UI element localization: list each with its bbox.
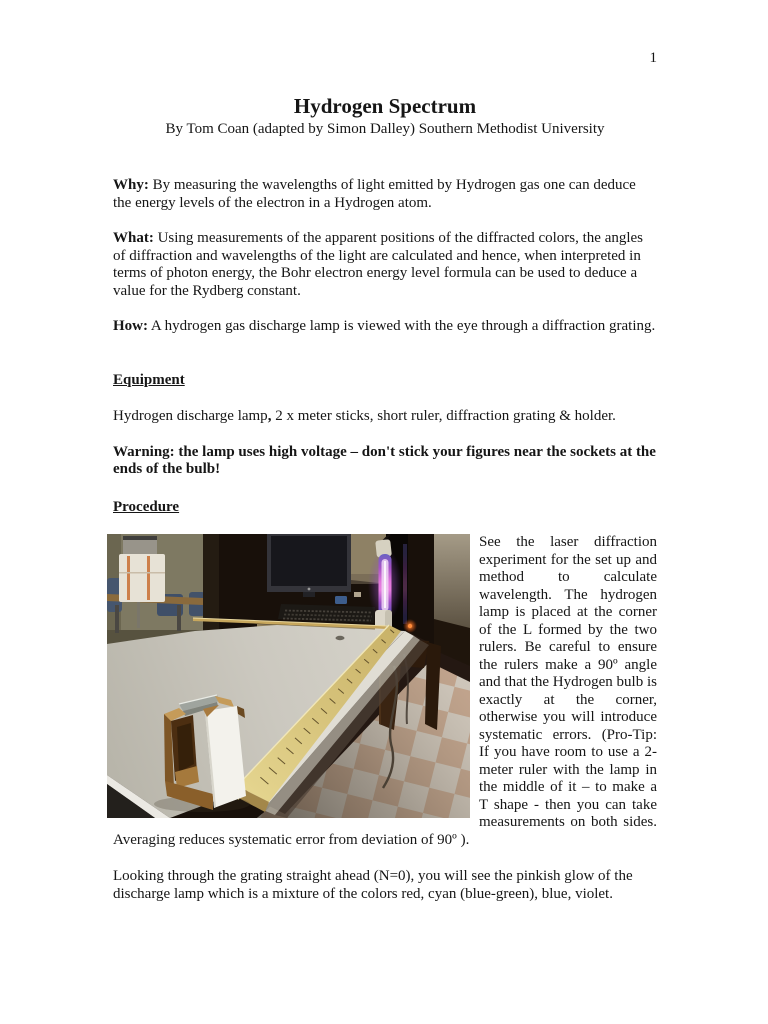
- page-number: 1: [649, 50, 657, 66]
- equipment-lead: Hydrogen discharge lamp: [113, 408, 268, 424]
- page-title: Hydrogen Spectrum: [293, 93, 477, 118]
- how-text: A hydrogen gas discharge lamp is viewed with the eye through a diffraction grating.: [148, 318, 656, 334]
- equipment-bold-comma: ,: [267, 408, 272, 424]
- small-clamp: [336, 636, 345, 640]
- what-text: Using measurements of the apparent positions of the diffracted colors, the angles of diffraction and wavelengths of the light are calculated and hence, when interpreted in terms of photon energy, the Bohr electron energy level formula can be used to deduce a value for the Rydberg constant.: [113, 230, 644, 299]
- equipment-heading: Equipment: [113, 371, 185, 388]
- procedure-text: See the laser diffraction experiment for the set up and method to calculate wavelength. The hydrogen lamp is placed at the corner of the L formed by the two rulers. Be careful to ensure the rulers make a 90º angle and that the Hydrogen bulb is exactly at the corner, otherwise you will introduce systematic errors. (Pro-Tip: If you have room to use a 2-meter ruler with the lamp in the middle of it – to make a T shape - then you can take measurements on both sides. Averaging reduces systematic error from deviation of 90º ).: [113, 534, 657, 848]
- warning-text: Warning: the lamp uses high voltage – don't stick your figures near the sockets at the ends of the bulb!: [113, 443, 656, 477]
- procedure-heading: Procedure: [113, 498, 180, 515]
- lab-setup-photo: [107, 534, 470, 818]
- why-paragraph: [113, 177, 657, 212]
- how-label: How:: [113, 318, 148, 334]
- byline: By Tom Coan (adapted by Simon Dalley) Southern Methodist University: [165, 120, 605, 137]
- why-label: Why:: [113, 177, 149, 193]
- procedure-paragraph: [113, 534, 657, 849]
- closing-paragraph: Looking through the grating straight ahead (N=0), you will see the pinkish glow of the discharge lamp which is a mixture of the colors red, cyan (blue-green), blue, violet.: [113, 868, 633, 902]
- page-content: [113, 0, 657, 903]
- outlet: [354, 592, 361, 597]
- equipment-rest: 2 x meter sticks, short ruler, diffraction grating & holder.: [271, 408, 616, 424]
- how-paragraph: [113, 318, 657, 336]
- equipment-list: [113, 408, 657, 426]
- why-text: By measuring the wavelengths of light emitted by Hydrogen gas one can deduce the energy levels of the electron in a Hydrogen atom.: [113, 177, 636, 211]
- indicator-light: [408, 624, 412, 628]
- what-paragraph: [113, 230, 657, 300]
- right-wall: [434, 534, 470, 630]
- blue-object: [335, 596, 347, 604]
- what-label: What:: [113, 230, 154, 246]
- monitor: [267, 534, 351, 597]
